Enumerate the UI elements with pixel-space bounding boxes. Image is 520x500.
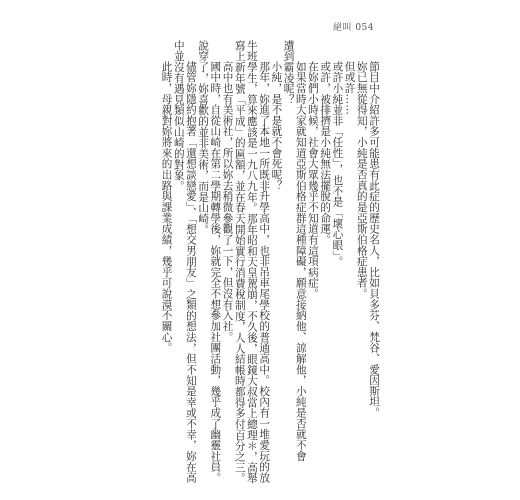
paragraph: 高中也有美術社，所以妳去稍微參觀了一下，但沒有入社。 [221,61,234,343]
paragraph: 遭到霸凌呢？ [282,40,295,105]
paragraph: 那年，妳進了本地一所既非升學高中，也非吊車尾學校的普通高中。校內有一堆愛玩的放牛班學生，算來應該是一九八九年。那年昭和天皇駕崩，不久後，眼鏡大叔當上總理＊，高舉寫上新年號「平成」的匾額，並在春天開始實行消費稅制度，人人結帳時都得多付百分之三。 [233,40,271,484]
paragraph: 妳已無從得知，小純是否真的是亞斯伯格症患者。 [355,61,368,300]
paragraph: 或許，被排擠是小純無法擺脫的命運。 [319,61,332,246]
paragraph: 節目中介紹許多可能患有此症的歷史名人，比如貝多芬、梵谷、愛因斯坦。 [368,61,380,419]
body-text [122,40,380,484]
paragraph: 此時，母親對妳將來的出路與課業成績，幾乎可說漠不關心。 [160,61,173,354]
paragraph: 如果當時大家就知道亞斯伯格症群這種障礙，願意接納他、諒解他，小純是否就不會 [294,61,307,462]
paragraph: 國中時，自從山崎在第二學期轉學後，妳就完全不想參加社團活動，幾乎成了幽靈社員。說穿了，妳喜歡的並非美術，而是山崎。 [197,40,222,484]
paragraph: 或許小純並非「任性」，也不是「壞心眼」。 [331,61,344,267]
paragraph: 但或許…… [343,61,356,116]
paragraph: 小純，是不是就不會死呢？ [270,61,283,192]
running-head: 絕叫 054 [332,23,374,33]
paragraph: 在妳們小時候，社會大眾幾乎不知道有這項病症。 [306,61,319,300]
paragraph: 儘管妳隱約抱著「還想談戀愛」、「想交男朋友」之類的想法，但不知是幸或不幸，妳在高中並沒有遇見類似山崎的對象。 [172,40,197,484]
